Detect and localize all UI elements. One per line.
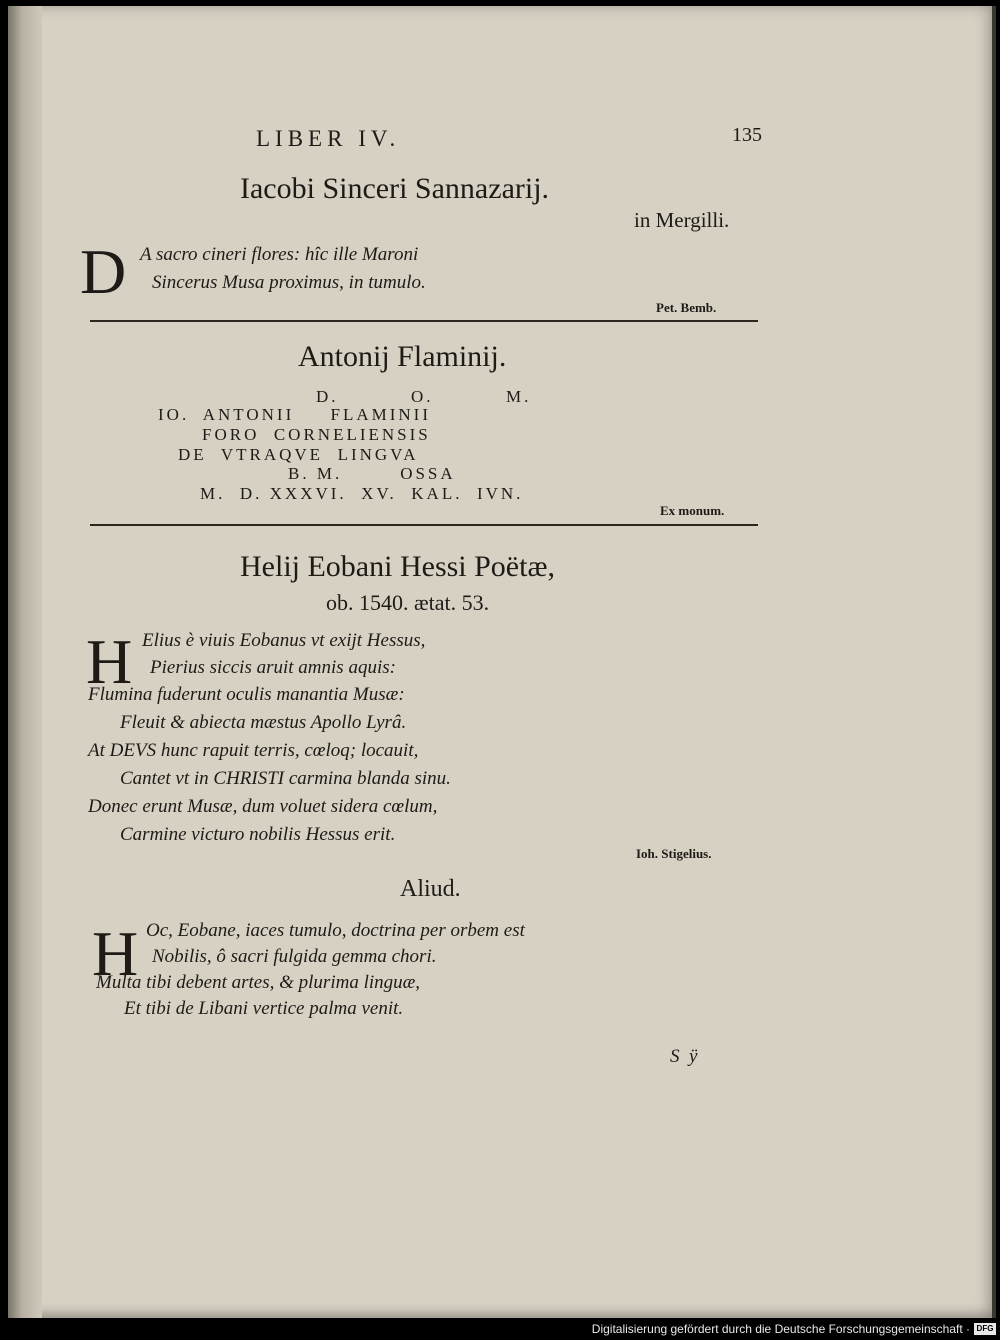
section3-line-2: Pierius siccis aruit amnis aquis: — [150, 657, 396, 678]
section1-line-2: Sincerus Musa proximus, in tumulo. — [152, 272, 426, 293]
section4-line-4: Et tibi de Libani vertice palma venit. — [124, 998, 404, 1019]
inscription-line-1: D. O. M. — [316, 387, 532, 406]
book-spine — [8, 6, 42, 1318]
section4-dropcap: H — [92, 918, 139, 989]
section3-line-7: Donec erunt Musæ, dum voluet sidera cœlum, — [88, 796, 438, 817]
divider-rule-1 — [90, 320, 758, 322]
catchword: S ÿ — [670, 1046, 698, 1067]
section3-subtitle: ob. 1540. ætat. 53. — [326, 590, 490, 615]
section3-line-1: Elius è viuis Eobanus vt exijt Hessus, — [142, 630, 426, 651]
dfg-logo: DFG — [974, 1323, 996, 1335]
inscription-line-2: IO. ANTONII FLAMINII — [158, 405, 431, 424]
footer-credit: Digitalisierung gefördert durch die Deutsche Forschungsgemeinschaft · — [591, 1322, 970, 1336]
section3-line-8: Carmine victuro nobilis Hessus erit. — [120, 824, 396, 845]
section3-attribution: Ioh. Stigelius. — [636, 846, 712, 861]
page-number: 135 — [732, 124, 762, 146]
inscription-line-4: DE VTRAQVE LINGVA — [178, 445, 419, 464]
section1-dropcap: D — [80, 236, 127, 307]
section1-title: Iacobi Sinceri Sannazarij. — [240, 172, 550, 205]
section1-line-1: A sacro cineri flores: hîc ille Maroni — [140, 244, 419, 265]
inscription-line-6: M. D. XXXVI. XV. KAL. IVN. — [200, 484, 524, 503]
section2-title: Antonij Flaminij. — [298, 340, 507, 373]
section3-line-5: At DEVS hunc rapuit terris, cœloq; locauit, — [88, 740, 419, 761]
section3-dropcap: H — [86, 626, 133, 697]
section3-title: Helij Eobani Hessi Poëtæ, — [240, 550, 555, 583]
section2-attribution: Ex monum. — [660, 503, 725, 518]
section3-line-6: Cantet vt in CHRISTI carmina blanda sinu. — [120, 768, 451, 789]
section4-line-2: Nobilis, ô sacri fulgida gemma chori. — [152, 946, 437, 967]
section1-attribution: Pet. Bemb. — [656, 300, 717, 315]
section4-line-1: Oc, Eobane, iaces tumulo, doctrina per orbem est — [146, 920, 525, 941]
divider-rule-2 — [90, 524, 758, 526]
inscription-line-5: B. M. OSSA — [288, 464, 456, 483]
running-title: LIBER IV. — [256, 126, 401, 151]
page-edge — [992, 6, 996, 1318]
section3-line-4: Fleuit & abiecta mæstus Apollo Lyrâ. — [120, 712, 407, 733]
section3-line-3: Flumina fuderunt oculis manantia Musæ: — [88, 684, 405, 705]
section4-line-3: Multa tibi debent artes, & plurima linguæ, — [96, 972, 421, 993]
section1-margin-note: in Mergilli. — [634, 208, 730, 232]
inscription-line-3: FORO CORNELIENSIS — [202, 425, 431, 444]
section4-title: Aliud. — [400, 876, 461, 902]
